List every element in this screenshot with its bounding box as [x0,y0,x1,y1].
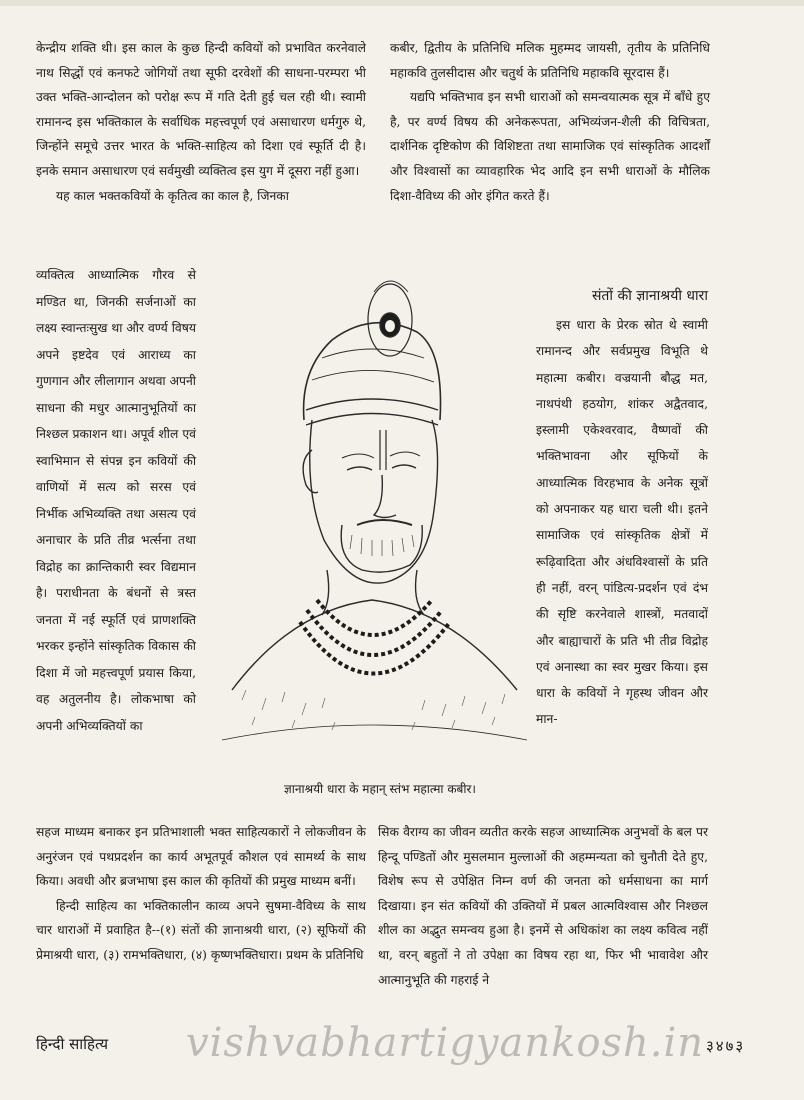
left-column-bottom [36,820,366,968]
paragraph: यह काल भक्तकवियों के कृतित्व का काल है, जिनका [56,188,289,203]
paragraph: यद्यपि भक्तिभाव इन सभी धाराओं को समन्वयात्मक सूत्र में बाँधे हुए है, पर वर्ण्य विषय की अनेकरूपता, अभिव्यंजन-शैली की विचित्रता, दार्शनिक दृष्टिकोण की विशिष्टता तथा सामाजिक एवं सांस्कृतिक आदर्शों और विश्वासों का व्यावहारिक भेद आदि इन सभी धाराओं के मौलिक दिशा-वैविध्य की ओर इंगित करते हैं। [390,90,710,203]
paragraph: सिक वैराग्य का जीवन व्यतीत करके सहज आध्यात्मिक अनुभवों के बल पर हिन्दू पण्डितों और मुसलमान मुल्लाओं की अहम्मन्यता को चुनौती देते हुए, विशेष रूप से उपेक्षित निम्न वर्ण की जनता को धर्मसाधना का मार्ग दिखाया। इन संत कवियों की उक्तियों में प्रबल आत्मविश्वास और निश्छल शील का अद्भुत समन्वय हुआ है। इनमें से अधिकांश का लक्ष्य कवित्व नहीं था, वरन् बहुतों ने तो उपेक्षा का विषय रहा था, फिर भी भावावेश और आत्मानुभूति की गहराई ने [378,825,708,987]
paragraph: सहज माध्यम बनाकर इन प्रतिभाशाली भक्त साहित्यकारों ने लोकजीवन के अनुरंजन एवं पथप्रदर्शन का कार्य अभूतपूर्व कौशल एवं सामर्थ्य के साथ किया। अवधी और ब्रजभाषा इस काल की कृतियों की प्रमुख माध्यम बनीं। [36,825,366,889]
paragraph: कबीर, द्वितीय के प्रतिनिधि मलिक मुहम्मद जायसी, तृतीय के प्रतिनिधि महाकवि तुलसीदास और चतुर्थ के प्रतिनिधि महाकवि सूरदास हैं। [390,41,710,80]
watermark: vishvabhartigyankosh.in [186,1020,705,1066]
section-heading: संतों की ज्ञानाश्रयी धारा [591,288,708,304]
left-narrow-column: व्यक्तित्व आध्यात्मिक गौरव से मण्डित था, जिनकी सर्जनाओं का लक्ष्य स्वान्तःसुख था और वर्ण्य विषय अपने इष्टदेव एवं आराध्य का गुणगान और लीलागान अथवा अपनी साधना की मधुर आत्मानुभूतियों का निश्छल प्रकाशन था। अपूर्व शील एवं स्वाभिमान से संपन्न इन कवियों की वाणियों में सत्य को सरस एवं निर्भीक अभिव्यक्ति तथा असत्य एवं अनाचार के प्रति तीव्र भर्त्सना तथा विद्रोह का क्रान्तिकारी स्वर विद्यमान है। पराधीनता के बंधनों से त्रस्त जनता में नई स्फूर्ति एवं प्राणशक्ति भरकर इन्होंने सांस्कृतिक विकास की दिशा में जो महत्त्वपूर्ण प्रयास किया, वह अतुलनीय है। लोकभाषा को अपनी अभिव्यक्तियों का [36,268,196,733]
page-number: ३४७३ [706,1037,746,1055]
illustration-caption: ज्ञानाश्रयी धारा के महान् स्तंभ महात्मा कबीर। [284,782,476,796]
right-column-top [390,36,710,208]
right-column-bottom [378,820,708,992]
footer-section-title: हिन्दी साहित्य [36,1035,109,1053]
paragraph: इस धारा के प्रेरक स्रोत थे स्वामी रामानन्द और सर्वप्रमुख विभूति थे महात्मा कबीर। वज्रयानी बौद्ध मत, नाथपंथी हठयोग, शांकर अद्वैतवाद, इस्लामी एकेश्वरवाद, वैष्णवों की भक्तिभावना और सूफियों के आध्यात्मिक विरहभाव के अनेक सूत्रों को अपनाकर यह धारा चली थी। इतने सामाजिक एवं सांस्कृतिक क्षेत्रों में रूढ़िवादिता और अंधविश्वासों के प्रति ही नहीं, वरन् पांडित्य-प्रदर्शन एवं दंभ की सृष्टि करनेवाले शास्त्रों, मतवादों और बाह्याचारों के प्रति भी तीव्र विद्रोह एवं अनास्था का स्वर मुखर किया। इस धारा के कवियों ने गृहस्थ जीवन और मान- [536,318,708,727]
right-narrow-column [536,312,708,733]
left-column-top [36,36,366,208]
kabir-portrait-illustration [212,270,532,760]
page-top-edge [0,0,804,6]
paragraph: केन्द्रीय शक्ति थी। इस काल के कुछ हिन्दी कवियों को प्रभावित करनेवाले नाथ सिद्धों एवं कनफटे जोगियों तथा सूफी दरवेशों की साधना-परम्परा भी उक्त भक्ति-आन्दोलन को परोक्ष रूप में गति देती हुई चल रही थी। स्वामी रामानन्द इस भक्तिकाल के सर्वाधिक महत्त्वपूर्ण एवं असाधारण धर्मगुरु थे, जिन्होंने समूचे उत्तर भारत के भक्ति-साहित्य को दिशा एवं स्फूर्ति दी है। इनके समान असाधारण एवं सर्वमुखी व्यक्तित्व इस युग में दूसरा नहीं हुआ। [36,41,366,178]
paragraph: हिन्दी साहित्य का भक्तिकालीन काव्य अपने सुषमा-वैविध्य के साथ चार धाराओं में प्रवाहित है--(१) संतों की ज्ञानाश्रयी धारा, (२) सूफियों की प्रेमाश्रयी धारा, (३) रामभक्तिधारा, (४) कृष्णभक्तिधारा। प्रथम के प्रतिनिधि [36,898,366,962]
